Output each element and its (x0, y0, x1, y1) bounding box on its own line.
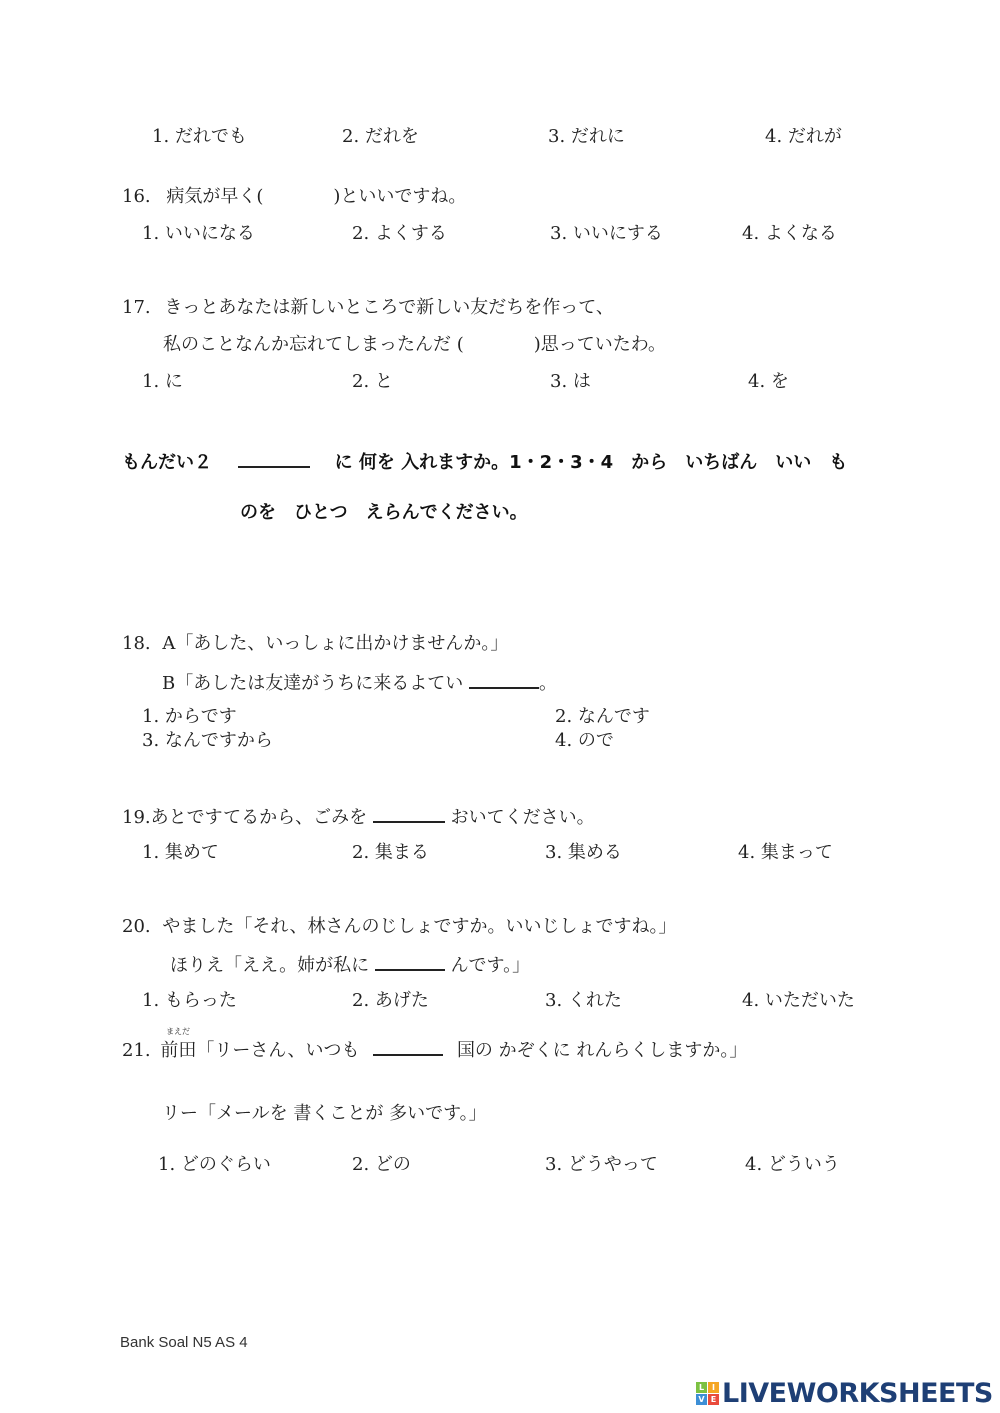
mondai2-label: もんだい２ (122, 452, 212, 473)
q20-option-1[interactable]: 1. もらった (142, 990, 237, 1011)
q21-option-2[interactable]: 2. どの (352, 1154, 411, 1175)
q21-blank[interactable] (373, 1038, 443, 1056)
q21-number: 21. (122, 1040, 151, 1061)
q16-number: 16. (122, 186, 151, 207)
mondai2-text2: のを ひとつ えらんでください。 (240, 502, 528, 523)
q17-question-line2 (163, 334, 666, 356)
q18-number: 18. (122, 633, 151, 654)
q17-option-4[interactable]: 4. を (748, 371, 789, 392)
q19-blank[interactable] (373, 805, 445, 823)
q16-option-4[interactable]: 4. よくなる (742, 223, 837, 244)
q21-option-3[interactable]: 3. どうやって (545, 1154, 658, 1175)
q15-option-4[interactable]: 4. だれが (765, 126, 842, 147)
q17-number: 17. (122, 297, 151, 318)
logo-letter: E (708, 1394, 719, 1405)
logo-letter: V (696, 1394, 707, 1405)
q20-number: 20. (122, 916, 151, 937)
q19-option-4[interactable]: 4. 集まって (738, 842, 833, 863)
q18-text1: A「あした、いっしょに出かけませんか。」 (162, 633, 509, 654)
q20-text2-before: ほりえ「ええ。姉が私に (170, 955, 370, 976)
q21-text-before: 「リーさん、いつも (196, 1040, 360, 1061)
q21-text-after: 国の かぞくに れんらくしますか。」 (456, 1040, 748, 1061)
q15-option-1[interactable]: 1. だれでも (152, 126, 247, 147)
q18-text2: B「あしたは友達がうちに来るよてい (162, 673, 464, 694)
q20-line1 (122, 916, 676, 938)
q18-line1 (122, 633, 508, 655)
q19-number: 19. (122, 807, 151, 828)
q20-text2-after: んです。」 (450, 955, 531, 976)
q18-text2-end: 。 (538, 673, 557, 694)
q19-text-after: おいてください。 (450, 807, 595, 828)
mondai2-instructions (122, 450, 847, 474)
q18-option-4[interactable]: 4. ので (555, 730, 614, 751)
q19-option-2[interactable]: 2. 集まる (352, 842, 429, 863)
q16-option-1[interactable]: 1. いいになる (142, 223, 255, 244)
logo-letter: I (708, 1382, 719, 1393)
q16-text-before: 病気が早く( (166, 186, 264, 207)
q15-option-2[interactable]: 2. だれを (342, 126, 419, 147)
mondai2-blank (238, 450, 310, 468)
q21-option-1[interactable]: 1. どのぐらい (158, 1154, 271, 1175)
q19-question (122, 805, 595, 829)
q16-question (122, 186, 466, 208)
q19-option-3[interactable]: 3. 集める (545, 842, 622, 863)
q20-option-3[interactable]: 3. くれた (545, 990, 622, 1011)
q20-text1: やました「それ、林さんのじしょですか。いいじしょですね。」 (162, 916, 677, 937)
q20-blank[interactable] (375, 953, 445, 971)
q19-option-1[interactable]: 1. 集めて (142, 842, 219, 863)
q21-furigana: まえだ (166, 1027, 190, 1036)
q17-option-1[interactable]: 1. に (142, 371, 183, 392)
q18-option-2[interactable]: 2. なんです (555, 706, 650, 727)
q18-option-3[interactable]: 3. なんですから (142, 730, 273, 751)
q18-option-1[interactable]: 1. からです (142, 706, 237, 727)
q17-line2-after: )思っていたわ。 (533, 334, 667, 355)
q15-option-3[interactable]: 3. だれに (548, 126, 625, 147)
logo-letter: L (696, 1382, 707, 1393)
q21-speaker: 前田 (160, 1040, 197, 1061)
q20-option-2[interactable]: 2. あげた (352, 990, 429, 1011)
logo-text: LIVEWORKSHEETS (722, 1378, 993, 1409)
q16-option-2[interactable]: 2. よくする (352, 223, 447, 244)
q19-text-before: あとですてるから、ごみを (150, 807, 368, 828)
q20-line2 (170, 953, 530, 977)
q17-line2-before: 私のことなんか忘れてしまったんだ ( (163, 334, 464, 355)
mondai2-text1: に 何を 入れますか。1・2・3・4 から いちばん いい も (334, 452, 848, 473)
logo-icon (696, 1382, 719, 1405)
footer-text: Bank Soal N5 AS 4 (120, 1334, 248, 1351)
q18-line2 (162, 671, 557, 695)
q21-line2: リー「メールを 書くことが 多いです。」 (162, 1103, 487, 1124)
q18-blank[interactable] (469, 671, 539, 689)
q17-line1: きっとあなたは新しいところで新しい友だちを作って、 (164, 297, 614, 318)
q21-option-4[interactable]: 4. どういう (745, 1154, 840, 1175)
q16-option-3[interactable]: 3. いいにする (550, 223, 663, 244)
q16-text-after: )といいですね。 (333, 186, 467, 207)
q17-option-3[interactable]: 3. は (550, 371, 591, 392)
q20-option-4[interactable]: 4. いただいた (742, 990, 855, 1011)
q17-question-line1 (122, 297, 614, 319)
liveworksheets-logo (696, 1378, 993, 1409)
q21-line1 (122, 1038, 747, 1062)
q17-option-2[interactable]: 2. と (352, 371, 393, 392)
